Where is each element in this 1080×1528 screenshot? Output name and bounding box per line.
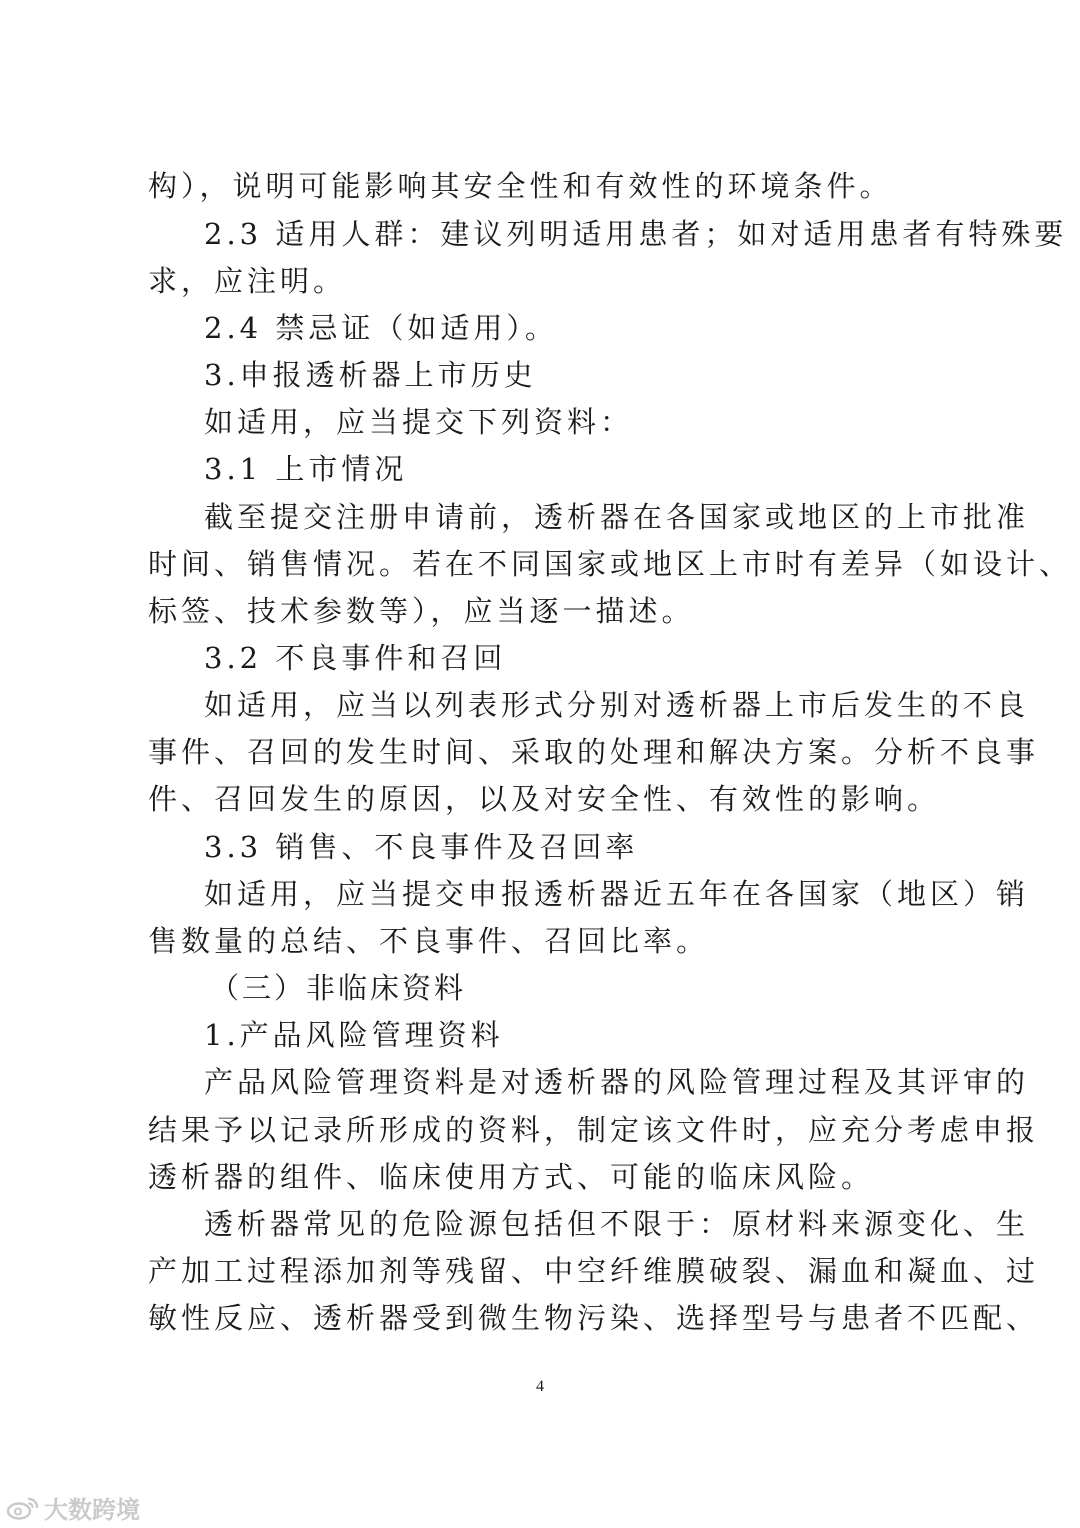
body-line: 结果予以记录所形成的资料，制定该文件时，应充分考虑申报 [148, 1113, 1040, 1147]
body-line: 如适用，应当以列表形式分别对透析器上市后发生的不良 [204, 688, 1030, 722]
heading-line: 3.2 不良事件和召回 [204, 641, 507, 675]
heading-line: 3.申报透析器上市历史 [204, 358, 537, 392]
body-line: 透析器常见的危险源包括但不限于：原材料来源变化、生 [204, 1207, 1030, 1241]
body-line: 构），说明可能影响其安全性和有效性的环境条件。 [148, 169, 893, 203]
body-line: 事件、召回的发生时间、采取的处理和解决方案。分析不良事 [148, 735, 1040, 769]
body-line: 产品风险管理资料是对透析器的风险管理过程及其评审的 [204, 1065, 1030, 1099]
watermark-text: 大数跨境 [44, 1496, 140, 1524]
body-line: 产加工过程添加剂等残留、中空纤维膜破裂、漏血和凝血、过 [148, 1254, 1040, 1288]
heading-line: 1.产品风险管理资料 [204, 1018, 504, 1052]
body-line: 标签、技术参数等），应当逐一描述。 [148, 594, 695, 628]
body-line: 截至提交注册申请前，透析器在各国家或地区的上市批准 [204, 500, 1030, 534]
section-heading: （三）非临床资料 [210, 971, 467, 1005]
weibo-icon [6, 1496, 40, 1520]
body-line: 求，应注明。 [148, 264, 347, 298]
heading-line: 3.3 销售、不良事件及召回率 [204, 830, 639, 864]
body-line: 件、召回发生的原因，以及对安全性、有效性的影响。 [148, 782, 941, 816]
watermark [6, 1490, 140, 1525]
body-line: 时间、销售情况。若在不同国家或地区上市时有差异（如设计、 [148, 547, 1073, 581]
body-line: 敏性反应、透析器受到微生物污染、选择型号与患者不匹配、 [148, 1301, 1040, 1335]
body-line: 透析器的组件、临床使用方式、可能的临床风险。 [148, 1160, 875, 1194]
body-line: 2.4 禁忌证（如适用）。 [204, 311, 558, 345]
body-line: 售数量的总结、不良事件、召回比率。 [148, 924, 710, 958]
body-line: 如适用，应当提交申报透析器近五年在各国家（地区）销 [204, 877, 1030, 911]
heading-line: 3.1 上市情况 [204, 452, 408, 486]
page-number: 4 [536, 1378, 544, 1395]
body-line: 如适用，应当提交下列资料： [204, 405, 634, 439]
body-line: 2.3 适用人群：建议列明适用患者；如对适用患者有特殊要 [204, 217, 1068, 251]
